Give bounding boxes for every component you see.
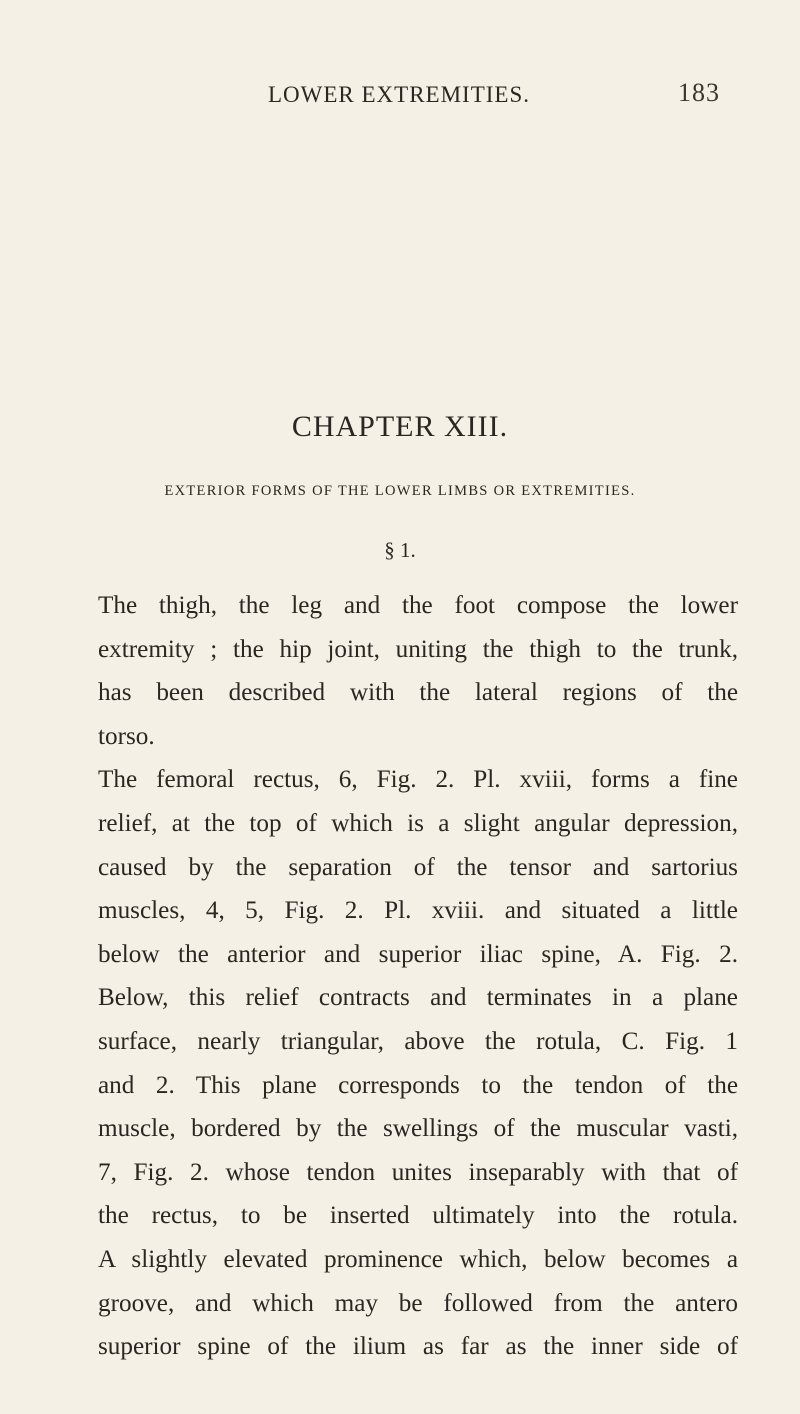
text-line: A slightly elevated prominence which, below becomes a — [98, 1245, 738, 1273]
text-line: muscles, 4, 5, Fig. 2. Pl. xviii. and situated a little — [98, 897, 738, 925]
text-line: torso. — [98, 722, 155, 750]
text-line: surface, nearly triangular, above the rotula, C. Fig. 1 — [98, 1027, 738, 1055]
text-line: extremity ; the hip joint, uniting the thigh to the trunk, — [98, 635, 738, 663]
running-head: LOWER EXTREMITIES. — [268, 82, 531, 107]
text-line: has been described with the lateral regions of the — [98, 679, 738, 707]
text-line: and 2. This plane corresponds to the tendon of the — [98, 1071, 738, 1099]
text-line: The femoral rectus, 6, Fig. 2. Pl. xviii, forms a fine — [98, 766, 738, 794]
text-line: The thigh, the leg and the foot compose the lower — [98, 592, 738, 619]
text-line: 7, Fig. 2. whose tendon unites inseparably with that of — [98, 1158, 738, 1186]
body-text — [98, 584, 738, 1369]
text-line: below the anterior and superior iliac spine, A. Fig. 2. — [98, 940, 738, 968]
text-line: muscle, bordered by the swellings of the muscular vasti, — [98, 1115, 738, 1143]
text-line: caused by the separation of the tensor and sartorius — [98, 853, 738, 881]
text-line: the rectus, to be inserted ultimately into the rotula. — [98, 1202, 738, 1230]
text-line: groove, and which may be followed from the antero — [98, 1289, 738, 1317]
text-line: superior spine of the ilium as far as the inner side of — [98, 1333, 738, 1361]
chapter-title: CHAPTER XIII. — [291, 410, 509, 443]
page-number: 183 — [678, 78, 720, 107]
section-number: § 1. — [384, 538, 416, 562]
text-line: relief, at the top of which is a slight angular depression, — [98, 809, 738, 837]
chapter-subtitle: EXTERIOR FORMS OF THE LOWER LIMBS OR EXTREMITIES. — [164, 483, 636, 499]
text-line: Below, this relief contracts and terminates in a plane — [98, 984, 738, 1012]
